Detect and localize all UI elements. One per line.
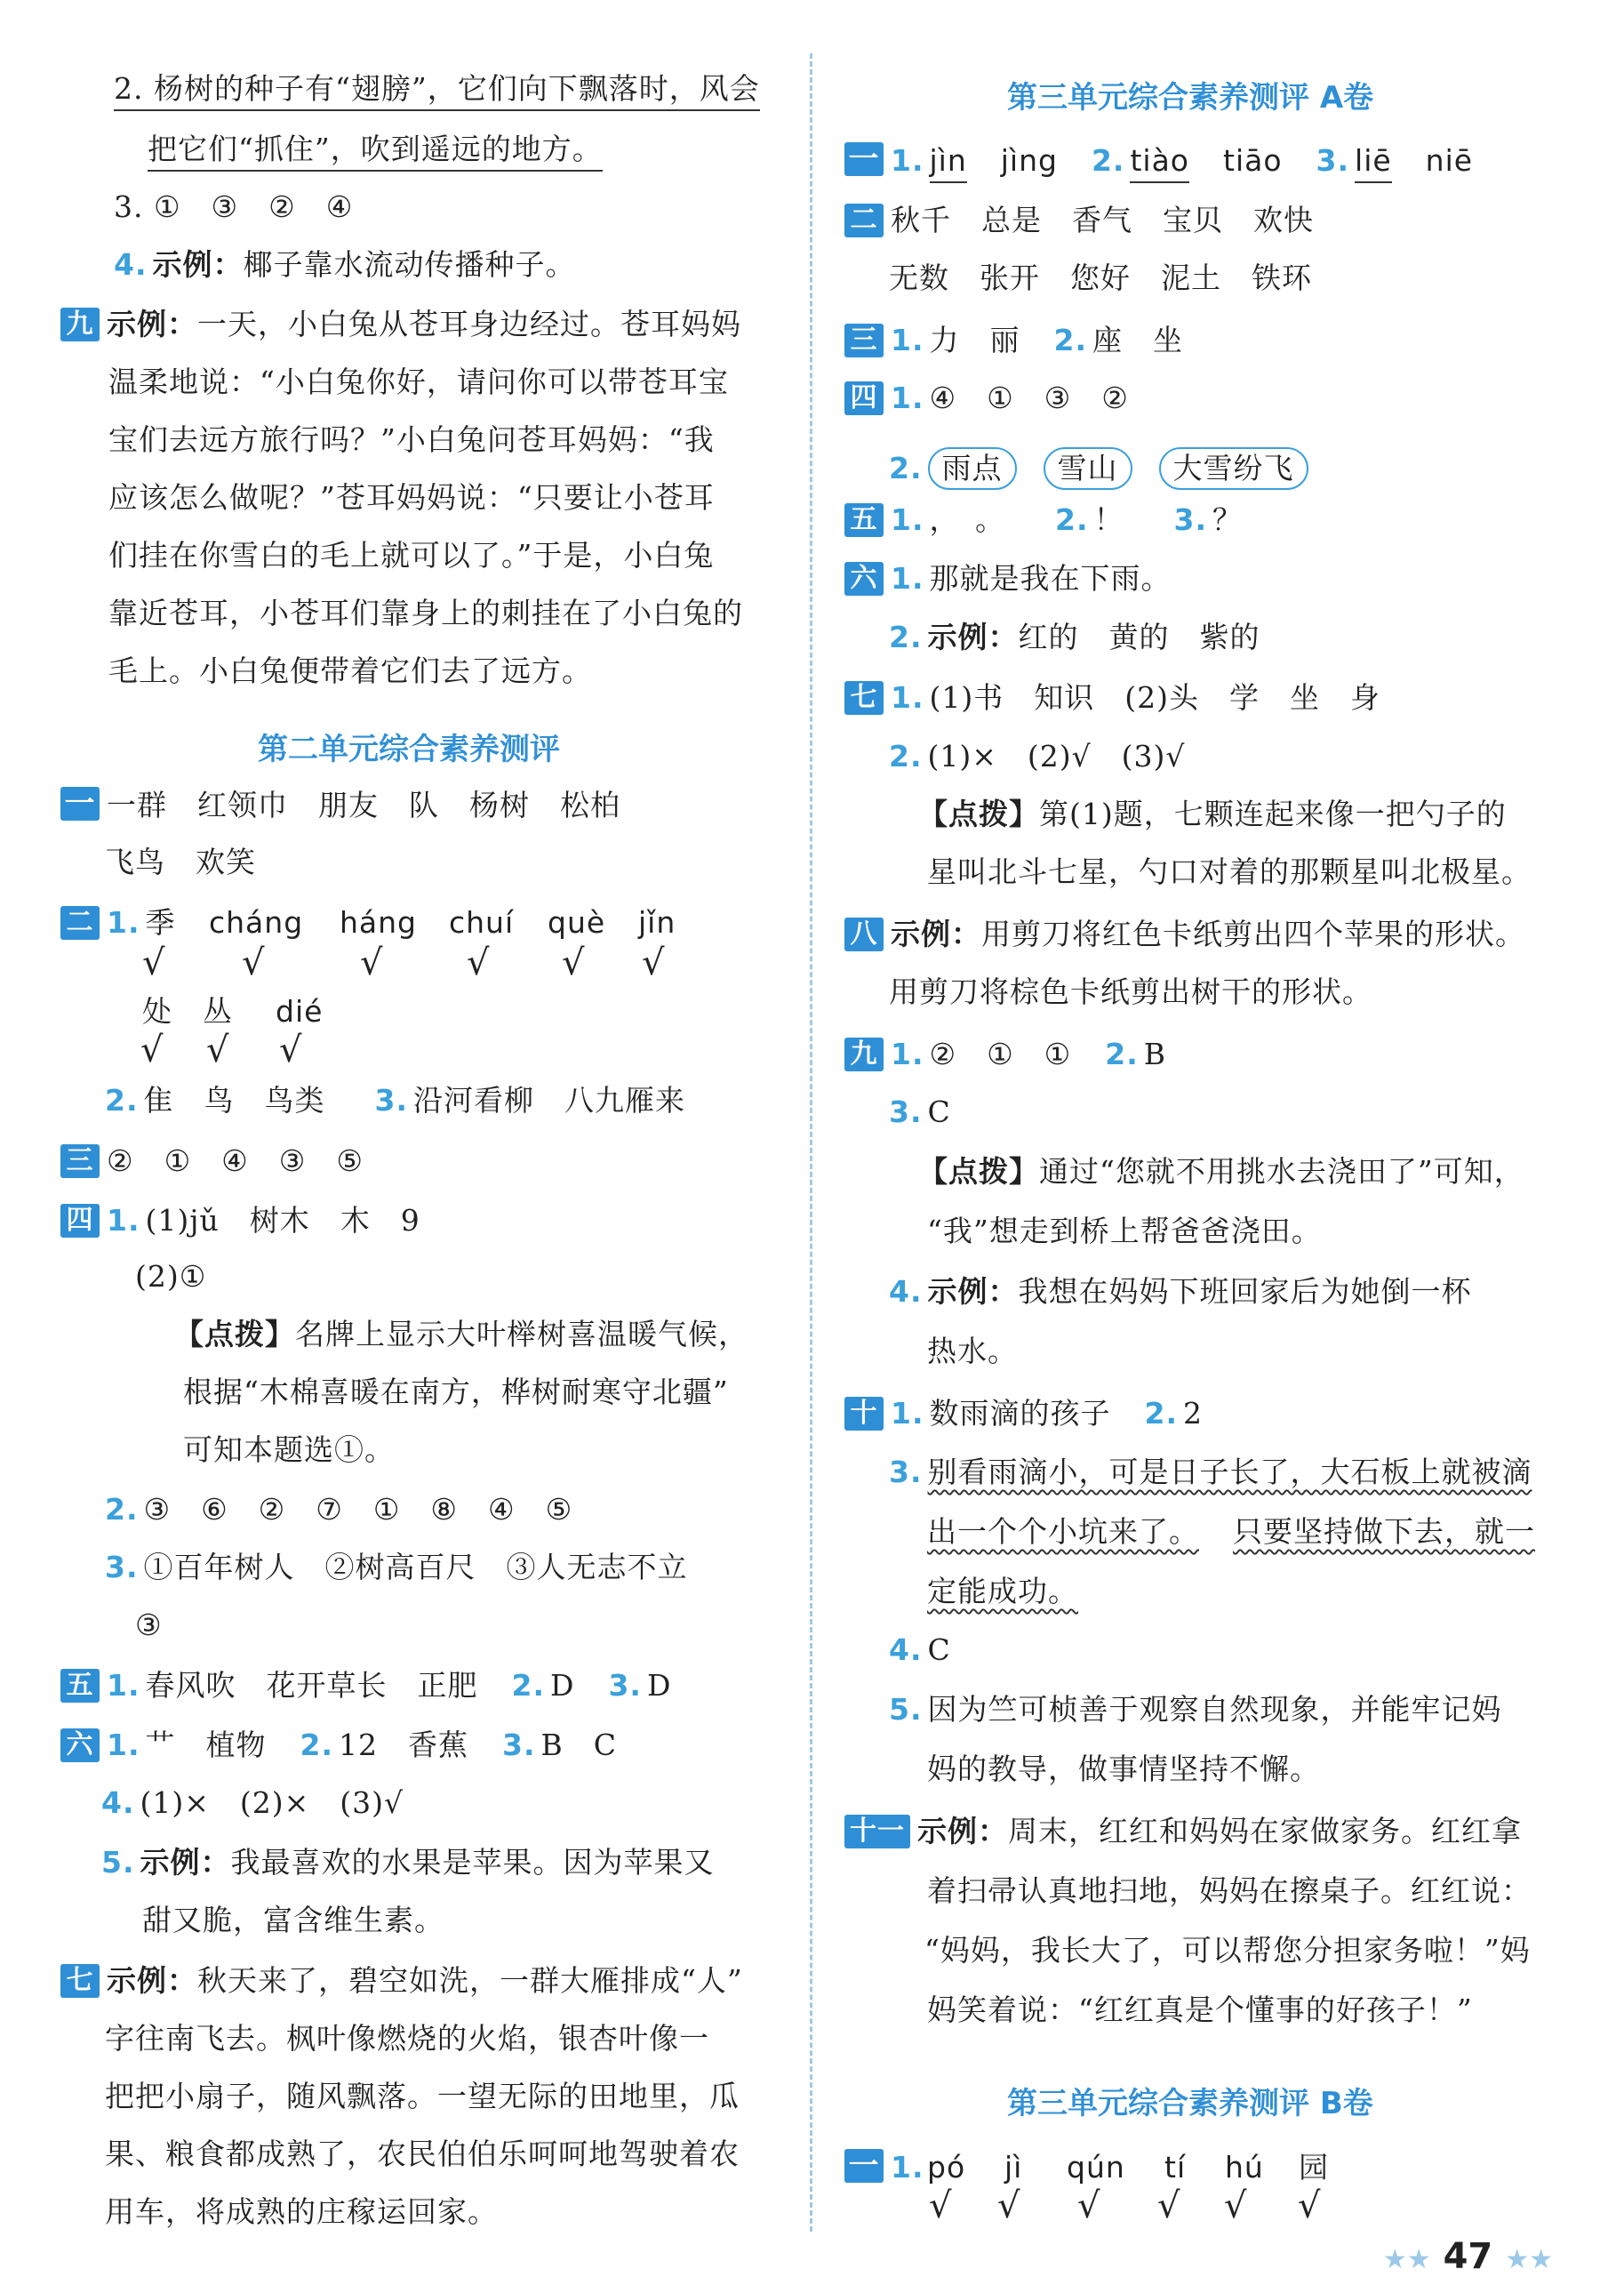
answer-line: [889, 447, 1335, 490]
section-badge: 九: [844, 1038, 884, 1071]
tip-label: 【点拨】: [174, 1317, 295, 1351]
unit3a-title: 第三单元综合素养测评 A卷: [1007, 80, 1374, 116]
answer-line: [889, 1630, 951, 1671]
section-badge: 二: [60, 906, 100, 940]
char: 园: [1299, 2150, 1329, 2185]
answer-text: 12 香蕉: [339, 1728, 468, 1762]
star-icon: ★: [1505, 2244, 1530, 2275]
tick-mark: √: [467, 942, 490, 983]
item-number: 3.: [502, 1728, 536, 1762]
tip-text: 名牌上显示大叶榉树喜温暖气候，: [295, 1317, 748, 1351]
tick-mark: √: [997, 2185, 1020, 2226]
item-number: 1.: [107, 1203, 140, 1238]
tick-mark: √: [242, 942, 265, 983]
wavy-underlined-text: 出一个个小坑来了。: [927, 1514, 1199, 1549]
item-number: 1.: [107, 1728, 140, 1762]
tick-mark: √: [206, 1030, 229, 1070]
section-two: [60, 902, 176, 943]
answer-line: 用车，将成熟的庄稼运回家。: [105, 2194, 498, 2229]
answer-text: 座 坐: [1092, 323, 1183, 357]
answer-line: (2)①: [135, 1259, 207, 1294]
section-one-b: [844, 2147, 930, 2188]
section-badge: 四: [844, 381, 884, 415]
item-number: 1.: [891, 323, 924, 357]
pinyin: niē: [1425, 143, 1474, 178]
tick-mark: √: [1224, 2185, 1247, 2226]
answer-text: 周末，红红和妈妈在家做家务。红红拿: [1008, 1814, 1522, 1848]
section-badge: 三: [844, 324, 884, 357]
item-number: 2.: [1091, 143, 1125, 178]
item-number: 1.: [891, 502, 924, 537]
item-number: 1.: [891, 2150, 924, 2185]
answer-line: [927, 1511, 1535, 1552]
tip-line: 根据“木棉喜暖在南方，桦树耐寒守北疆”: [183, 1375, 729, 1409]
item-number: 2.: [1055, 502, 1089, 537]
item-number: 2.: [889, 451, 923, 485]
answer-line: 用剪刀将棕色卡纸剪出树干的形状。: [889, 974, 1372, 1009]
circled-word: 雨点: [928, 447, 1017, 490]
item-number: 3.: [105, 1550, 139, 1584]
item-number: 2.: [511, 1668, 545, 1703]
answer-line: [889, 1452, 1532, 1493]
answer-text: 隹 鸟 鸟类: [143, 1083, 325, 1118]
tick-mark: √: [929, 2185, 952, 2226]
tip-line: 可知本题选①。: [183, 1432, 395, 1467]
item-number: 2.: [300, 1728, 333, 1762]
item-number: 1.: [891, 561, 924, 596]
tip-line: [918, 794, 1507, 835]
tick-mark: √: [642, 942, 665, 983]
answer-line: 无数 张开 您好 泥土 铁环: [889, 261, 1312, 295]
item-number: 4.: [889, 1632, 923, 1667]
answer-line: [101, 1783, 404, 1824]
answer-line: 们挂在你雪白的毛上就可以了。”于是，小白兔: [108, 538, 715, 573]
answer-text: 一群 红领巾 朋友 队 杨树 松柏: [107, 788, 620, 822]
star-icon: ★: [1406, 2244, 1431, 2275]
section-two: [844, 200, 1314, 241]
pinyin: jìng: [1000, 143, 1058, 178]
answer-text: C: [927, 1632, 951, 1667]
section-three: [844, 320, 1183, 361]
answer-text: (1)jǔ 树木 木 9: [145, 1203, 420, 1238]
answer-text: 用剪刀将红色卡纸剪出四个苹果的形状。: [981, 917, 1525, 951]
section-badge: 七: [844, 681, 884, 715]
tip-line: 星叫北斗七星，勺口对着的那颗星叫北极星。: [927, 854, 1532, 889]
item-number: 3.: [374, 1083, 408, 1118]
section-badge: 八: [844, 918, 884, 951]
example-label: 示例：: [107, 1963, 197, 1998]
pinyin: jǐn: [638, 905, 676, 940]
answer-line: [889, 1092, 951, 1133]
answer-line: [105, 1547, 688, 1588]
item-number: 3.: [608, 1668, 642, 1703]
section-six: [844, 558, 1172, 599]
circled-word: 大雪纷飞: [1159, 447, 1308, 490]
answer-line: [105, 1489, 572, 1530]
answer-text: 我最喜欢的水果是苹果。因为苹果又: [230, 1845, 715, 1880]
page-number-text: 47: [1443, 2236, 1493, 2277]
item-number: 4.: [889, 1274, 923, 1309]
answer-text: ④ ① ③ ②: [929, 381, 1129, 415]
tick-mark: √: [142, 942, 165, 983]
star-icon: ★: [1382, 2244, 1407, 2275]
example-label: 示例：: [140, 1845, 231, 1880]
answer-line: 果、粮食都成熟了，农民伯伯乐呵呵地驾驶着农: [105, 2137, 740, 2171]
answer-line: 热水。: [927, 1334, 1018, 1368]
pinyin: pó: [927, 2150, 966, 2185]
section-badge: 十一: [844, 1815, 910, 1848]
item-number: 5.: [101, 1845, 135, 1880]
answer-text: 春风吹 花开草长 正肥: [145, 1668, 478, 1703]
answer-text: 艹 植物: [145, 1728, 267, 1762]
answer-text: ② ① ①: [929, 1037, 1072, 1071]
answer-text: ② ① ④ ③ ⑤: [107, 1143, 364, 1178]
answer-text: 数雨滴的孩子: [929, 1396, 1111, 1431]
answer-line: 毛上。小白兔便带着它们去了远方。: [108, 653, 592, 688]
item-number: 2.: [1053, 323, 1087, 357]
answer-line: [889, 1689, 1502, 1730]
answer-line: 甜又脆，富含维生素。: [142, 1903, 444, 1937]
wavy-underlined-text: 定能成功。: [927, 1574, 1078, 1608]
item-number: 3.: [889, 1455, 923, 1489]
answer-text: 沿河看柳 八九雁来: [413, 1083, 685, 1118]
tick-mark: √: [360, 942, 383, 983]
section-badge: 九: [60, 308, 100, 341]
example-label: 示例：: [927, 620, 1019, 654]
section-one: [60, 785, 620, 826]
section-six: [60, 1725, 617, 1766]
answer-line: [889, 1271, 1472, 1312]
pinyin-answer: jìn: [930, 143, 967, 183]
answer-text: B C: [540, 1728, 617, 1762]
answer-text: (1)× (2)× (3)√: [140, 1785, 404, 1820]
answer-line: ③: [135, 1608, 163, 1642]
section-one: [844, 140, 1473, 181]
answer-line: “妈妈，我长大了，可以帮您分担家务啦！”妈: [924, 1933, 1531, 1968]
example-label: 示例：: [927, 1274, 1019, 1309]
section-nine: [60, 304, 741, 345]
section-badge: 五: [844, 503, 884, 537]
item-number: 2.: [1144, 1396, 1178, 1431]
pinyin: jì: [1004, 2150, 1023, 2185]
tick-mark: √: [279, 1030, 302, 1070]
item-number: 1.: [891, 143, 924, 178]
unit2-title: 第二单元综合素养测评: [258, 732, 560, 767]
section-ten: [844, 1393, 1203, 1434]
tick-mark: √: [1157, 2185, 1180, 2226]
answer-line: [927, 1571, 1078, 1612]
section-four: [844, 378, 1129, 419]
answer-line: [114, 68, 760, 109]
answer-text: ？: [1212, 502, 1243, 537]
answer-text: (1)× (2)√ (3)√: [927, 739, 1186, 774]
item-number: 1.: [107, 905, 140, 940]
example-label: 示例：: [107, 307, 197, 341]
item-number: 3.: [889, 1094, 923, 1129]
pinyin: tí: [1164, 2150, 1187, 2185]
section-badge: 五: [60, 1669, 100, 1703]
pinyin: chuí: [449, 905, 515, 940]
item-number: 4.: [101, 1785, 135, 1820]
item-number: 2.: [889, 739, 923, 774]
answer-line: 把把小扇子，随风飘落。一望无际的田地里，瓜: [105, 2079, 740, 2113]
example-label: 示例：: [152, 247, 244, 282]
section-eight: [844, 914, 1525, 955]
answer-text: D: [550, 1668, 575, 1703]
answer-text: 力 丽: [929, 323, 1020, 357]
answer-text: 红的 黄的 紫的: [1018, 620, 1260, 654]
section-five: [60, 1665, 671, 1706]
answer-line: [889, 736, 1185, 777]
underlined-text: 把它们“抓住”，吹到遥远的地方。: [148, 132, 603, 172]
section-badge: 十: [844, 1397, 884, 1431]
item-number: 1.: [891, 680, 924, 715]
wavy-underlined-text: 别看雨滴小，可是日子长了，大石板上就被滴: [927, 1455, 1532, 1489]
item-number: 1.: [107, 1668, 140, 1703]
tip-line: “我”想走到桥上帮爸爸浇田。: [927, 1214, 1322, 1248]
answer-text: B: [1143, 1037, 1167, 1071]
pinyin: què: [548, 905, 606, 940]
section-seven: [60, 1960, 743, 2001]
section-nine: [844, 1034, 1166, 1075]
section-seven: [844, 677, 1380, 718]
answer-line: [889, 617, 1260, 658]
section-eleven: [844, 1811, 1522, 1852]
answer-text: 秋天来了，碧空如洗，一群大雁排成“人”: [197, 1963, 743, 1998]
tip-text: 通过“您就不用挑水去浇田了”可知，: [1039, 1154, 1524, 1189]
tip-line: [174, 1314, 748, 1355]
section-badge: 七: [60, 1964, 100, 1998]
pinyin: dié: [276, 994, 324, 1029]
section-four: [60, 1200, 420, 1241]
answer-text: ， 。: [929, 502, 1005, 537]
section-five: [844, 500, 1243, 541]
answer-line: [148, 129, 603, 170]
tick-mark: √: [562, 942, 585, 983]
char: 季: [145, 905, 176, 940]
tip-label: 【点拨】: [918, 1154, 1039, 1189]
answer-line: 妈的教导，做事情坚持不懈。: [927, 1752, 1320, 1786]
tip-text: 第(1)题，七颗连起来像一把勺子的: [1039, 797, 1507, 831]
tip-line: [918, 1151, 1524, 1192]
circled-word: 雪山: [1044, 447, 1132, 490]
answer-line: 字往南飞去。枫叶像燃烧的火焰，银杏叶像一: [105, 2021, 709, 2056]
pinyin: háng: [340, 905, 417, 940]
answer-text: 2: [1183, 1396, 1203, 1431]
answer-line: [101, 1842, 715, 1883]
pinyin-answer: liē: [1355, 143, 1392, 183]
answer-text: 那就是我在下雨。: [929, 561, 1172, 596]
tick-mark: √: [1298, 2185, 1321, 2226]
section-badge: 二: [844, 204, 884, 237]
answer-text: D: [646, 1668, 672, 1703]
answer-line: 处 丛: [142, 994, 233, 1029]
section-badge: 三: [60, 1144, 100, 1178]
item-number: 2.: [105, 1083, 139, 1118]
section-badge: 一: [844, 142, 884, 176]
answer-line: 妈笑着说：“红红真是个懂事的好孩子！”: [927, 1992, 1473, 2027]
answer-text: ！: [1093, 502, 1124, 537]
item-number: 5.: [889, 1692, 923, 1727]
answer-text: 秋千 总是 香气 宝贝 欢快: [891, 203, 1314, 237]
example-label: 示例：: [891, 917, 981, 951]
item-number: 3.: [1316, 143, 1350, 178]
section-badge: 一: [844, 2149, 884, 2183]
answer-text: 一天，小白兔从苍耳身边经过。苍耳妈妈: [197, 307, 741, 341]
section-three: [60, 1141, 364, 1182]
section-badge: 六: [844, 562, 884, 596]
answer-text: (1)书 知识 (2)头 学 坐 身: [929, 680, 1380, 715]
answer-text: 因为竺可桢善于观察自然现象，并能牢记妈: [927, 1692, 1502, 1727]
tip-label: 【点拨】: [918, 797, 1039, 831]
section-badge: 一: [60, 787, 100, 821]
underlined-text: 2. 杨树的种子有“翅膀”，它们向下飘落时，风会: [114, 71, 760, 111]
item-number: 4.: [114, 247, 148, 282]
answer-line: 靠近苍耳，小苍耳们靠身上的刺挂在了小白兔的: [108, 596, 743, 630]
unit3b-title: 第三单元综合素养测评 B卷: [1007, 2086, 1373, 2121]
answer-line: [105, 1080, 685, 1121]
answer-line: [114, 245, 576, 285]
item-number: 2.: [105, 1492, 139, 1527]
pinyin: tiāo: [1223, 143, 1283, 178]
column-divider: [810, 53, 812, 2232]
tick-mark: √: [140, 1030, 164, 1070]
item-number: 2.: [889, 620, 923, 654]
item-number: 1.: [891, 381, 924, 415]
page-number: [1383, 2236, 1553, 2277]
answer-line: 3. ① ③ ② ④: [114, 189, 354, 224]
example-label: 示例：: [917, 1814, 1008, 1848]
pinyin: cháng: [209, 905, 304, 940]
answer-line: 温柔地说：“小白兔你好，请问你可以带苍耳宝: [108, 365, 729, 399]
pinyin-answer: tiào: [1130, 143, 1189, 183]
star-icon: ★: [1529, 2244, 1553, 2275]
answer-line: 着扫帚认真地扫地，妈妈在擦桌子。红红说：: [927, 1873, 1532, 1908]
item-number: 3.: [1173, 502, 1207, 537]
answer-text: ①百年树人 ②树高百尺 ③人无志不立: [143, 1550, 688, 1584]
answer-text: 我想在妈妈下班回家后为她倒一杯: [1018, 1274, 1472, 1309]
tick-mark: √: [1077, 2185, 1100, 2226]
answer-line: 飞鸟 欢笑: [105, 845, 256, 879]
answer-text: C: [927, 1094, 951, 1129]
answer-line: 应该怎么做呢？”苍耳妈妈说：“只要让小苍耳: [108, 480, 715, 515]
answer-text: 椰子靠水流动传播种子。: [243, 247, 576, 282]
pinyin: hú: [1225, 2150, 1264, 2185]
item-number: 1.: [891, 1037, 924, 1071]
section-badge: 六: [60, 1728, 100, 1762]
answer-text: ③ ⑥ ② ⑦ ① ⑧ ④ ⑤: [143, 1492, 573, 1527]
item-number: 1.: [891, 1396, 924, 1431]
answer-line: 宝们去远方旅行吗？”小白兔问苍耳妈妈：“我: [108, 422, 715, 457]
wavy-underlined-text: 只要坚持做下去，就一: [1233, 1514, 1535, 1549]
pinyin: qún: [1067, 2150, 1125, 2185]
section-badge: 四: [60, 1204, 100, 1238]
item-number: 2.: [1105, 1037, 1139, 1071]
